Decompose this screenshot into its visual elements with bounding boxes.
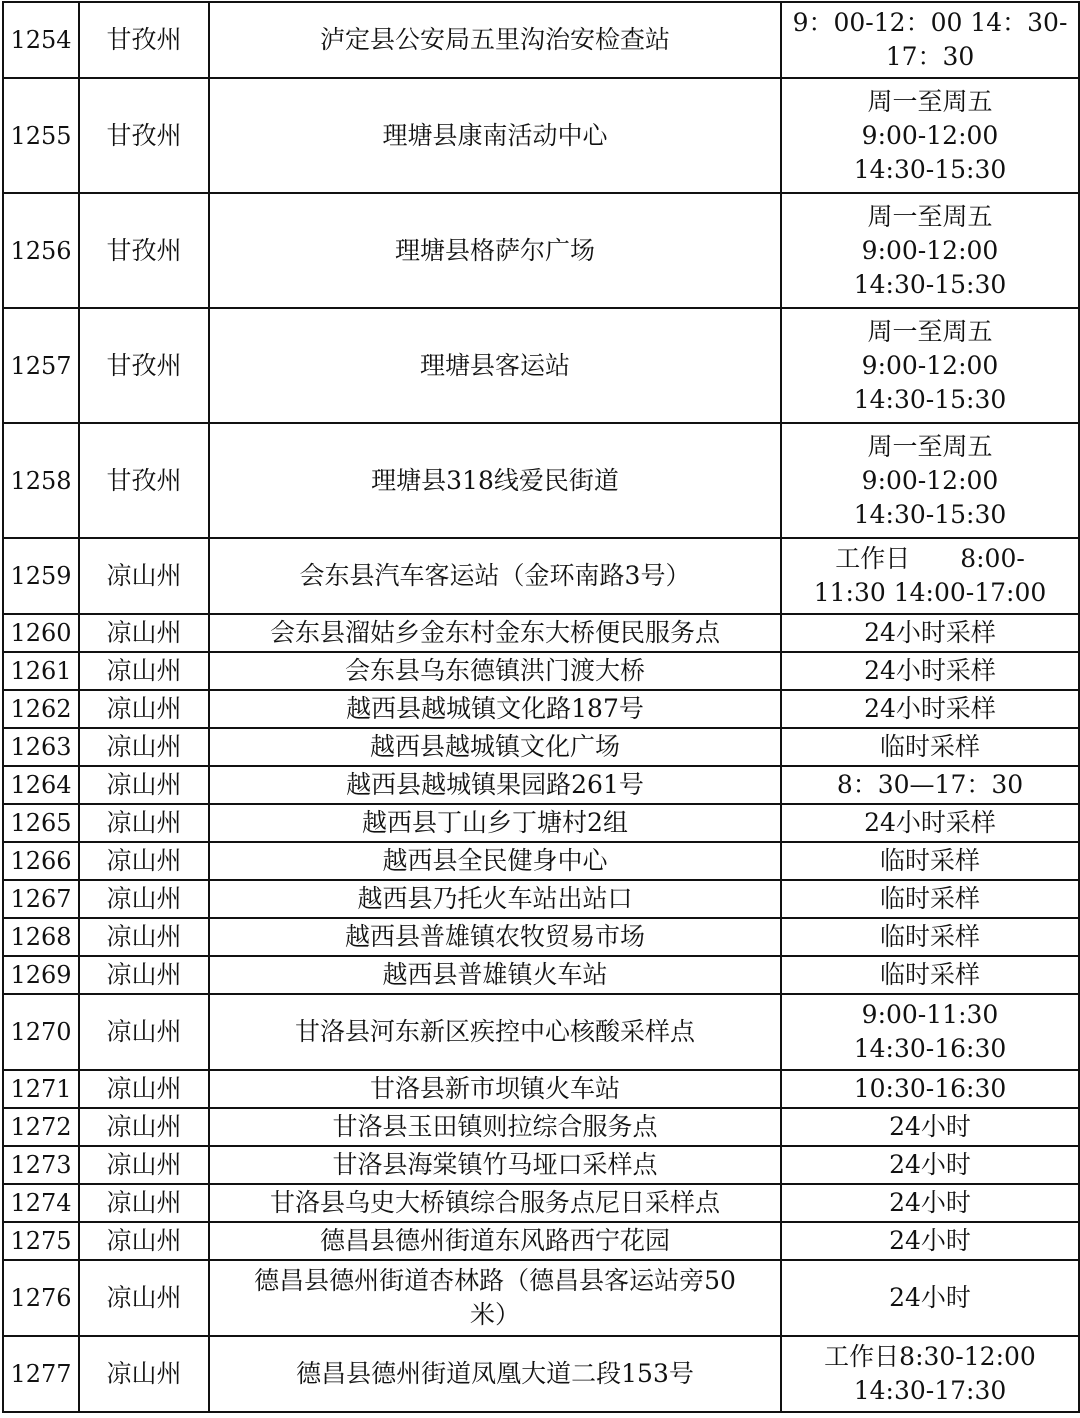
hours-cell [781,1146,1079,1184]
site-cell [209,538,781,614]
hours-line: 14:30-16:30 [853,1034,1007,1063]
row-number-cell: 1265 [3,804,79,842]
site-line: 理塘县格萨尔广场 [394,235,595,265]
sampling-sites-table [2,1,1080,1413]
row-number-cell: 1270 [3,994,79,1070]
hours-cell [781,1108,1079,1146]
site-cell [209,652,781,690]
hours-cell [781,918,1079,956]
table-row [3,1260,1079,1336]
site-cell [209,308,781,423]
hours-line: 临时采样 [879,732,980,761]
row-number-cell: 1267 [3,880,79,918]
hours-cell [781,1070,1079,1108]
hours-line: 24小时采样 [864,656,996,685]
row-number-cell: 1276 [3,1260,79,1336]
site-line: 甘洛县河东新区疾控中心核酸采样点 [294,1017,695,1046]
hours-line: 24小时采样 [864,808,996,837]
table-row [3,804,1079,842]
region-cell: 凉山州 [79,1108,209,1146]
site-cell [209,1336,781,1412]
hours-cell [781,880,1079,918]
region-cell: 凉山州 [79,1070,209,1108]
region-cell: 凉山州 [79,804,209,842]
region-cell: 凉山州 [79,956,209,994]
row-number-cell: 1259 [3,538,79,614]
hours-cell [781,193,1079,308]
hours-line: 周一至周五 [867,201,993,231]
table-row [3,652,1079,690]
row-number-cell: 1271 [3,1070,79,1108]
table-row [3,423,1079,538]
site-cell [209,804,781,842]
region-cell: 甘孜州 [79,308,209,423]
table-row [3,918,1079,956]
hours-line: 14:30-15:30 [853,269,1007,299]
site-line: 越西县普雄镇农牧贸易市场 [344,922,645,951]
region-cell: 凉山州 [79,690,209,728]
site-line: 理塘县客运站 [419,350,570,380]
row-number-cell: 1268 [3,918,79,956]
site-line: 甘洛县海棠镇竹马垭口采样点 [332,1150,658,1179]
hours-line: 9:00-12:00 [861,235,999,265]
hours-line: 临时采样 [879,960,980,989]
site-line: 越西县越城镇文化路187号 [346,694,644,723]
site-line: 会东县溜姑乡金东村金东大桥便民服务点 [269,618,720,647]
table-row [3,1336,1079,1412]
region-cell: 凉山州 [79,538,209,614]
region-cell: 甘孜州 [79,193,209,308]
region-cell: 凉山州 [79,880,209,918]
hours-line: 工作日8:30-12:00 [824,1342,1036,1371]
table-row [3,193,1079,308]
hours-line: 14:30-15:30 [853,384,1007,414]
row-number-cell: 1254 [3,2,79,78]
table-row [3,1108,1079,1146]
site-cell [209,1108,781,1146]
region-cell: 凉山州 [79,728,209,766]
site-line: 越西县越城镇果园路261号 [346,770,644,799]
region-cell: 甘孜州 [79,423,209,538]
hours-line: 临时采样 [879,922,980,951]
hours-line: 10:30-16:30 [853,1074,1007,1103]
site-cell [209,690,781,728]
table-row [3,766,1079,804]
hours-line: 9:00-12:00 [861,465,999,495]
row-number-cell: 1274 [3,1184,79,1222]
row-number-cell: 1273 [3,1146,79,1184]
row-number-cell: 1257 [3,308,79,423]
hours-cell [781,804,1079,842]
region-cell: 凉山州 [79,1336,209,1412]
site-line: 甘洛县新市坝镇火车站 [369,1074,620,1103]
table-row [3,880,1079,918]
site-line: 德昌县德州街道凤凰大道二段153号 [296,1359,694,1388]
hours-cell [781,1222,1079,1260]
region-cell: 凉山州 [79,1260,209,1336]
site-line: 越西县普雄镇火车站 [382,960,608,989]
site-cell [209,956,781,994]
site-line: 越西县越城镇文化广场 [369,732,620,761]
site-line: 越西县乃托火车站出站口 [357,884,633,913]
row-number-cell: 1256 [3,193,79,308]
hours-line: 工作日 8:00- [835,544,1025,573]
table-row [3,690,1079,728]
row-number-cell: 1260 [3,614,79,652]
row-number-cell: 1275 [3,1222,79,1260]
site-line: 越西县全民健身中心 [382,846,608,875]
table-row [3,956,1079,994]
table-row [3,842,1079,880]
site-line: 理塘县康南活动中心 [382,120,608,150]
hours-line: 24小时 [889,1283,971,1312]
table-row [3,1070,1079,1108]
hours-line: 9：00-12：00 14：30- [792,8,1068,37]
hours-cell [781,2,1079,78]
site-cell [209,880,781,918]
site-cell [209,614,781,652]
hours-line: 8：30—17：30 [836,770,1024,799]
site-line: 理塘县318线爱民街道 [371,465,619,495]
hours-line: 24小时采样 [864,694,996,723]
table-row [3,994,1079,1070]
hours-cell [781,614,1079,652]
region-cell: 凉山州 [79,1146,209,1184]
hours-line: 周一至周五 [867,86,993,116]
hours-cell [781,956,1079,994]
table-row [3,728,1079,766]
site-line: 会东县乌东德镇洪门渡大桥 [344,656,645,685]
hours-cell [781,728,1079,766]
region-cell: 凉山州 [79,766,209,804]
row-number-cell: 1264 [3,766,79,804]
region-cell: 凉山州 [79,1184,209,1222]
hours-line: 24小时 [889,1188,971,1217]
hours-line: 周一至周五 [867,431,993,461]
hours-line: 14:30-15:30 [853,154,1007,184]
site-cell [209,1222,781,1260]
site-cell [209,1260,781,1336]
hours-cell [781,78,1079,193]
hours-line: 11:30 14:00-17:00 [813,578,1047,607]
site-cell [209,1070,781,1108]
table-row [3,2,1079,78]
row-number-cell: 1277 [3,1336,79,1412]
site-cell [209,766,781,804]
table-row [3,538,1079,614]
table-row [3,614,1079,652]
hours-cell [781,652,1079,690]
site-line: 甘洛县乌史大桥镇综合服务点尼日采样点 [269,1188,720,1217]
hours-line: 临时采样 [879,884,980,913]
row-number-cell: 1255 [3,78,79,193]
site-cell [209,1146,781,1184]
site-line: 甘洛县玉田镇则拉综合服务点 [332,1112,658,1141]
table-body [3,2,1079,1412]
site-line: 会东县汽车客运站（金环南路3号） [299,561,691,590]
hours-line: 17：30 [885,42,975,71]
table-row [3,78,1079,193]
table-row [3,1222,1079,1260]
site-cell [209,1184,781,1222]
hours-cell [781,308,1079,423]
hours-line: 临时采样 [879,846,980,875]
row-number-cell: 1261 [3,652,79,690]
hours-cell [781,423,1079,538]
hours-line: 9:00-12:00 [861,120,999,150]
table-row [3,308,1079,423]
region-cell: 凉山州 [79,918,209,956]
hours-cell [781,1184,1079,1222]
region-cell: 凉山州 [79,652,209,690]
hours-line: 24小时 [889,1150,971,1179]
hours-cell [781,766,1079,804]
row-number-cell: 1272 [3,1108,79,1146]
site-line: 德昌县德州街道东风路西宁花园 [319,1226,670,1255]
site-line: 越西县丁山乡丁塘村2组 [362,808,628,837]
hours-cell [781,1336,1079,1412]
hours-cell [781,538,1079,614]
hours-cell [781,842,1079,880]
hours-line: 14:30-15:30 [853,499,1007,529]
site-cell [209,193,781,308]
hours-line: 24小时 [889,1112,971,1141]
row-number-cell: 1258 [3,423,79,538]
site-line: 德昌县德州街道杏林路（德昌县客运站旁50 [254,1266,736,1295]
hours-line: 24小时 [889,1226,971,1255]
site-line: 泸定县公安局五里沟治安检查站 [319,25,670,54]
site-cell [209,78,781,193]
region-cell: 凉山州 [79,1222,209,1260]
site-cell [209,2,781,78]
region-cell: 凉山州 [79,842,209,880]
table-row [3,1146,1079,1184]
hours-line: 14:30-17:30 [853,1376,1007,1405]
hours-cell [781,994,1079,1070]
hours-line: 24小时采样 [864,618,996,647]
site-cell [209,918,781,956]
site-cell [209,728,781,766]
site-cell [209,842,781,880]
region-cell: 甘孜州 [79,2,209,78]
row-number-cell: 1263 [3,728,79,766]
hours-cell [781,690,1079,728]
table-row [3,1184,1079,1222]
hours-line: 周一至周五 [867,316,993,346]
region-cell: 凉山州 [79,614,209,652]
site-cell [209,994,781,1070]
region-cell: 甘孜州 [79,78,209,193]
region-cell: 凉山州 [79,994,209,1070]
row-number-cell: 1262 [3,690,79,728]
site-line: 米） [469,1300,520,1329]
site-cell [209,423,781,538]
row-number-cell: 1266 [3,842,79,880]
hours-cell [781,1260,1079,1336]
hours-line: 9:00-11:30 [861,1000,999,1029]
row-number-cell: 1269 [3,956,79,994]
hours-line: 9:00-12:00 [861,350,999,380]
